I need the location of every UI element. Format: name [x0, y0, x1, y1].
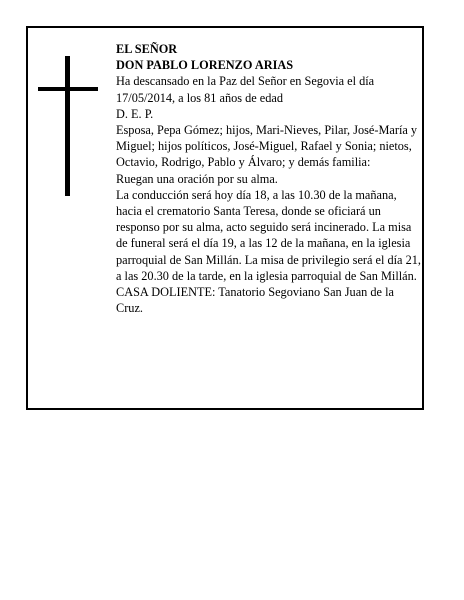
deceased-name: DON PABLO LORENZO ARIAS: [116, 58, 294, 73]
cross-horizontal-bar: [38, 87, 98, 91]
announcement-paragraph: Ha descansado en la Paz del Señor en Segovia el día 17/05/2014, a los 81 años de edad: [116, 74, 375, 105]
ceremony-details: La conducción será hoy día 18, a las 10.30 de la mañana, hacia el crematorio Santa Teresa, donde se oficiará un responso por su alma, acto seguido será incinerado. La misa de funeral será el día 19, a las 12 de la mañana, en la iglesia parroquial de San Millán. La misa de privilegio será el día 21, a las 20.30 de la tarde, en la iglesia parroquial de San Millán.: [116, 187, 421, 283]
mourning-house: CASA DOLIENTE: Tanatorio Segoviano San Juan de la Cruz.: [116, 285, 394, 316]
cross-vertical-bar: [65, 56, 70, 196]
obituary-notice: [26, 26, 424, 410]
notice-text: [116, 41, 423, 316]
notice-heading-title: EL SEÑOR: [116, 42, 178, 56]
family-paragraph: Esposa, Pepa Gómez; hijos, Mari-Nieves, Pilar, José-María y Miguel; hijos políticos, José-Miguel, Rafael y Sonia; nietos, Octavio, Rodrigo, Pablo y Álvaro; y demás familia:: [116, 123, 418, 170]
dep-line: D. E. P.: [116, 106, 154, 121]
cross-icon: [38, 56, 98, 196]
prayer-request: Ruegan una oración por su alma.: [116, 171, 278, 186]
